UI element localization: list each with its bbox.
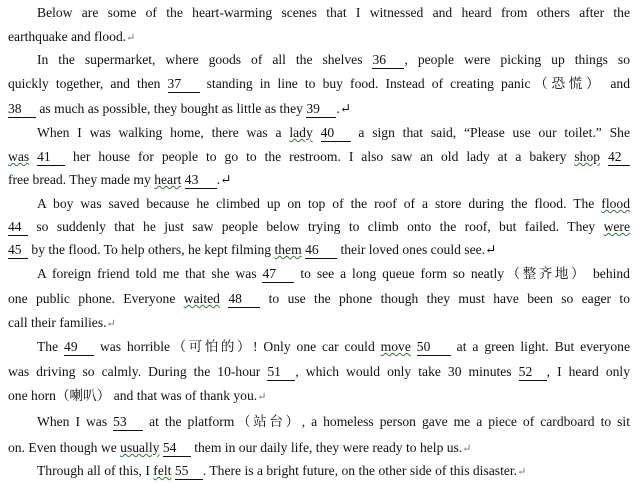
answer-blank-36: 36: [372, 52, 404, 69]
text-run: her house for people to go to the restroom. I also saw an old lady at a bakery: [65, 149, 575, 164]
spellcheck-flagged-word: was: [8, 149, 30, 164]
text-run: a sign that said, “Please use our toilet.” She: [350, 125, 630, 140]
paragraph-mark-icon: ↵: [106, 318, 116, 330]
text-run: .↵: [216, 172, 232, 187]
text-run: by the flood. To help others, he kept filming: [28, 242, 275, 257]
text-run: one public phone. Everyone: [8, 291, 184, 306]
text-run: at a green light. But everyone: [450, 339, 630, 354]
text-run: [600, 149, 608, 164]
text-run: A boy was saved because he climbed up on top of the roof of a store during the flood. The: [37, 196, 602, 211]
spellcheck-flagged-word: waited: [183, 291, 220, 306]
text-run: Through all of this, I: [37, 463, 154, 478]
answer-blank-41: 41: [37, 149, 65, 166]
text-line-11: [8, 239, 630, 261]
answer-blank-45: 45: [8, 242, 28, 259]
text-run: as much as possible, they bought as little as they: [36, 101, 307, 116]
spellcheck-flagged-word: usually: [120, 440, 160, 455]
text-run: [29, 149, 37, 164]
spellcheck-flagged-word: lady: [289, 125, 313, 140]
spellcheck-flagged-word: flood: [601, 196, 630, 211]
answer-blank-49: 49: [64, 339, 94, 356]
text-line-4: [8, 73, 630, 95]
text-run: was horrible（可怕的）! Only one car could: [94, 339, 381, 354]
paragraph-mark-icon: ↵: [126, 32, 136, 44]
text-line-16: [8, 361, 630, 383]
text-run: [313, 125, 321, 140]
text-run: earthquake and flood.: [8, 29, 127, 44]
answer-blank-53: 53: [113, 414, 143, 431]
text-line-14: [8, 312, 630, 334]
text-line-3: [37, 49, 630, 71]
paragraph-mark-icon: ↵: [517, 466, 527, 478]
text-run: [220, 291, 228, 306]
text-run: A foreign friend told me that she was: [37, 266, 263, 281]
text-run: The: [37, 339, 65, 354]
text-run: In the supermarket, where goods of all the shelves: [37, 52, 373, 67]
text-run: to use the phone though they must have been so eager to: [260, 291, 630, 306]
answer-blank-44: 44: [8, 219, 28, 236]
text-line-18: [37, 411, 630, 433]
spellcheck-flagged-word: them: [274, 242, 302, 257]
text-run: quickly together, and then: [8, 76, 168, 91]
text-run: Below are some of the heart-warming scenes that I witnessed and heard from others after the: [37, 5, 630, 20]
text-run: standing in line to buy food. Instead of creating panic（恐慌） and: [199, 76, 630, 91]
spellcheck-flagged-word: move: [380, 339, 411, 354]
paragraph-mark-icon: ↵: [462, 443, 472, 455]
spellcheck-flagged-word: shop: [574, 149, 601, 164]
text-line-1: [37, 2, 630, 24]
answer-blank-47: 47: [262, 266, 294, 283]
text-line-12: [37, 263, 630, 285]
text-run: When I was walking home, there was a: [37, 125, 290, 140]
answer-blank-42: 42: [608, 149, 630, 166]
answer-blank-48: 48: [228, 291, 260, 308]
paragraph-mark-icon: ↵: [257, 391, 267, 403]
text-run: one horn（喇叭） and that was of thank you.: [8, 388, 258, 403]
text-line-19: [8, 437, 630, 459]
text-line-20: [37, 460, 630, 482]
answer-blank-43: 43: [185, 172, 217, 189]
text-line-10: [8, 216, 630, 238]
text-run: was driving so calmly. During the 10-hour: [8, 364, 268, 379]
text-line-5: [8, 98, 630, 120]
answer-blank-40: 40: [321, 125, 351, 142]
text-run: , I heard only: [546, 364, 631, 379]
text-run: . There is a bright future, on the other side of this disaster.: [202, 463, 518, 478]
text-run: their loved ones could see.↵: [337, 242, 497, 257]
text-run: , which would only take 30 minutes: [295, 364, 519, 379]
answer-blank-52: 52: [519, 364, 547, 381]
answer-blank-54: 54: [163, 440, 191, 457]
text-line-2: [8, 26, 630, 48]
answer-blank-51: 51: [267, 364, 295, 381]
spellcheck-flagged-word: were: [603, 219, 630, 234]
answer-blank-39: 39: [306, 101, 336, 118]
text-run: call their families.: [8, 315, 107, 330]
spellcheck-flagged-word: heart: [154, 172, 182, 187]
text-run: on. Even though we: [8, 440, 121, 455]
text-run: free bread. They made my: [8, 172, 155, 187]
text-run: , people were picking up things so: [404, 52, 630, 67]
text-line-8: [8, 169, 630, 191]
text-line-6: [37, 122, 630, 144]
text-line-13: [8, 288, 630, 310]
answer-blank-37: 37: [168, 76, 200, 93]
text-line-9: [37, 193, 630, 215]
text-run: When I was: [37, 414, 114, 429]
answer-blank-46: 46: [305, 242, 337, 259]
answer-blank-50: 50: [417, 339, 451, 356]
spellcheck-flagged-word: felt: [153, 463, 172, 478]
text-line-15: [37, 336, 630, 358]
text-run: at the platform（站台）, a homeless person gave me a piece of cardboard to sit: [143, 414, 630, 429]
text-run: to see a long queue form so neatly（整齐地） behind: [294, 266, 630, 281]
answer-blank-38: 38: [8, 101, 36, 118]
text-line-17: [8, 385, 630, 407]
text-run: .↵: [336, 101, 352, 116]
text-run: so suddenly that he just saw people below trying to climb onto the roof, but failed. They: [28, 219, 604, 234]
text-run: them in our daily life, they were ready to help us.: [190, 440, 463, 455]
answer-blank-55: 55: [175, 463, 203, 480]
text-line-7: [8, 146, 630, 168]
